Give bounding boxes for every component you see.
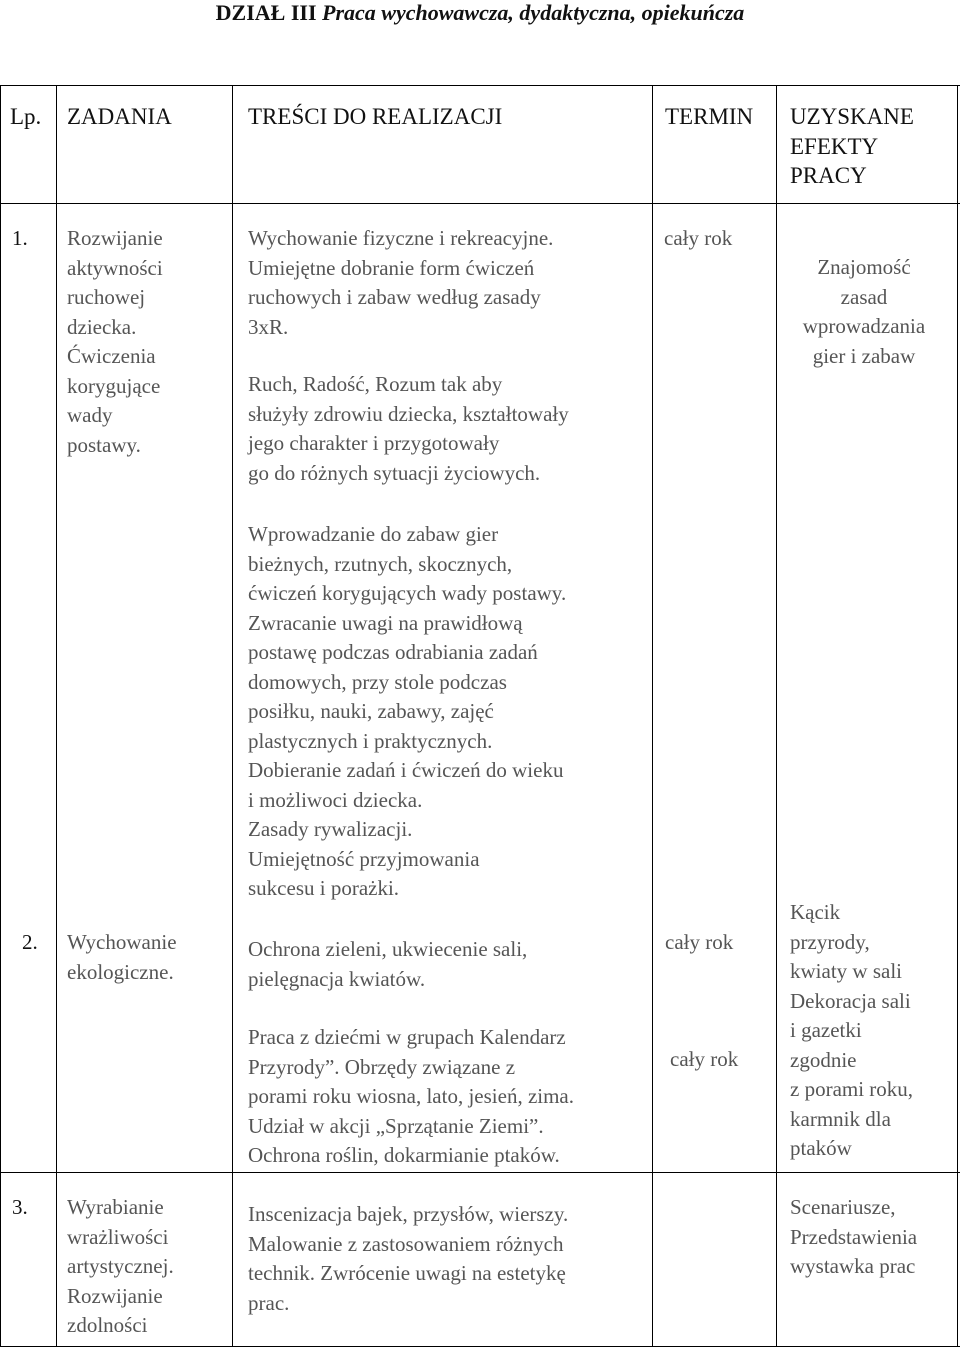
row1-tresci-line: Wprowadzanie do zabaw gier <box>248 522 499 546</box>
row2-efekty-line: i gazetki <box>790 1018 862 1042</box>
row3-efekty <box>790 1193 917 1282</box>
row2-efekty-line: karmnik dla <box>790 1106 891 1131</box>
row2-tresci-line: Ochrona zieleni, ukwiecenie sali, <box>248 937 528 961</box>
row2-tresci-line: Ochrona roślin, dokarmianie ptaków. <box>248 1143 560 1167</box>
row1-tresci-line: 3xR. <box>248 314 289 339</box>
header-bottom-border <box>0 203 960 204</box>
row1-efekty-line: gier i zabaw <box>812 343 916 368</box>
row1-zadania-line: Ćwiczenia <box>67 344 156 368</box>
row3-tresci-line: prac. <box>248 1290 290 1315</box>
row2-tresci-b <box>248 1023 574 1171</box>
row2-bottom-border <box>0 1172 960 1173</box>
row3-zadania-line: wrażliwości <box>67 1224 169 1249</box>
row1-tresci-c <box>248 520 566 904</box>
header-efekty-line: PRACY <box>790 163 867 188</box>
row2-tresci-line: porami roku wiosna, lato, jesień, zima. <box>248 1084 575 1108</box>
row2-efekty-line: kwiaty w sali <box>790 959 902 983</box>
row1-tresci-line: Dobieranie zadań i ćwiczeń do wieku <box>248 758 564 782</box>
row3-efekty-line: Przedstawienia <box>790 1224 918 1249</box>
row1-tresci-b <box>248 370 569 488</box>
row1-zadania-line: aktywności <box>67 255 163 280</box>
header-zadania: ZADANIA <box>67 104 172 129</box>
row2-termin-a: cały rok <box>665 930 734 954</box>
row2-tresci-a <box>248 935 527 994</box>
row3-tresci-line: technik. Zwrócenie uwagi na estetykę <box>248 1261 566 1285</box>
row1-tresci-line: go do różnych sytuacji życiowych. <box>248 460 541 485</box>
col-divider-tresci <box>652 85 653 1347</box>
row1-tresci-line: Ruch, Radość, Rozum tak aby <box>248 372 503 396</box>
row2-zadania-line: Wychowanie <box>67 930 177 954</box>
row1-tresci-line: Umiejętność przyjmowania <box>248 846 480 871</box>
row1-termin: cały rok <box>664 226 733 250</box>
row2-tresci-line: Praca z dziećmi w grupach Kalendarz <box>248 1025 566 1049</box>
row1-tresci-line: jego charakter i przygotowały <box>248 431 500 455</box>
row3-zadania-line: zdolności <box>67 1313 148 1337</box>
row3-tresci-line: Inscenizacja bajek, przysłów, wierszy. <box>248 1202 569 1226</box>
section-number: DZIAŁ III <box>215 0 317 25</box>
row3-zadania-line: artystycznej. <box>67 1254 174 1278</box>
row2-tresci-line: Przyrody”. Obrzędy związane z <box>248 1054 516 1079</box>
row1-tresci-line: Wychowanie fizyczne i rekreacyjne. <box>248 226 554 250</box>
row2-efekty-line: ptaków <box>790 1136 852 1160</box>
header-tresci: TREŚCI DO REALIZACJI <box>248 104 503 129</box>
row2-efekty-line: z porami roku, <box>790 1077 914 1101</box>
col-divider-zadania <box>232 85 233 1347</box>
header-efekty-line: EFEKTY <box>790 133 879 159</box>
row3-zadania <box>67 1193 174 1341</box>
row1-tresci-line: sukcesu i porażki. <box>248 876 400 900</box>
row1-tresci-line: plastycznych i praktycznych. <box>248 728 493 753</box>
row2-efekty <box>790 898 913 1164</box>
row2-efekty-line: zgodnie <box>790 1047 857 1072</box>
row1-tresci-line: służyły zdrowiu dziecka, kształtowały <box>248 401 569 426</box>
row1-zadania-line: korygujące <box>67 373 161 398</box>
header-efekty-line: UZYSKANE <box>790 104 914 129</box>
row1-lp: 1. <box>12 226 28 250</box>
row1-tresci-a <box>248 224 553 342</box>
row1-efekty <box>778 253 950 371</box>
header-termin: TERMIN <box>665 104 754 129</box>
table-bottom-border <box>0 1346 960 1347</box>
row1-tresci-line: posiłku, nauki, zabawy, zajęć <box>248 699 494 723</box>
row3-tresci-line: Malowanie z zastosowaniem różnych <box>248 1231 564 1256</box>
row1-tresci-line: i możliwoci dziecka. <box>248 787 423 812</box>
row1-efekty-line: wprowadzania <box>802 314 926 338</box>
row2-tresci-line: Udział w akcji „Sprzątanie Ziemi”. <box>248 1113 544 1138</box>
row3-zadania-line: Rozwijanie <box>67 1283 163 1308</box>
header-efekty <box>790 102 914 191</box>
row2-lp: 2. <box>22 930 38 954</box>
row1-efekty-line: zasad <box>840 284 888 309</box>
row1-zadania <box>67 224 163 460</box>
row1-tresci-line: Zasady rywalizacji. <box>248 817 413 841</box>
row2-efekty-line: przyrody, <box>790 929 870 954</box>
row1-tresci-line: bieżnych, rzutnych, skocznych, <box>248 551 513 576</box>
table-left-border <box>0 85 1 1347</box>
row1-tresci-line: domowych, przy stole podczas <box>248 669 507 694</box>
row2-efekty-line: Kącik <box>790 900 841 924</box>
row3-lp: 3. <box>12 1195 28 1219</box>
row2-tresci-line: pielęgnacja kwiatów. <box>248 966 426 991</box>
row2-zadania-line: ekologiczne. <box>67 959 174 984</box>
row1-efekty-line: Znajomość <box>817 255 911 279</box>
row3-efekty-line: wystawka prac <box>790 1254 916 1278</box>
col-divider-lp <box>56 85 57 1347</box>
row1-tresci-line: ćwiczeń korygujących wady postawy. <box>248 581 567 605</box>
row1-tresci-line: ruchowych i zabaw według zasady <box>248 285 541 309</box>
row1-zadania-line: wady <box>67 403 113 427</box>
row1-zadania-line: dziecka. <box>67 314 137 339</box>
col-divider-termin <box>776 85 777 1347</box>
table-right-border <box>957 85 958 1347</box>
row2-zadania <box>67 928 177 987</box>
row3-efekty-line: Scenariusze, <box>790 1195 896 1219</box>
table-top-border <box>0 85 960 86</box>
row3-tresci <box>248 1200 568 1318</box>
header-lp: Lp. <box>10 104 42 129</box>
row2-efekty-line: Dekoracja sali <box>790 988 911 1013</box>
row1-tresci-line: Umiejętne dobranie form ćwiczeń <box>248 255 535 280</box>
row1-tresci-line: Zwracanie uwagi na prawidłową <box>248 610 523 635</box>
row1-zadania-line: postawy. <box>67 432 141 457</box>
row1-zadania-line: ruchowej <box>67 285 146 309</box>
row3-zadania-line: Wyrabianie <box>67 1195 164 1219</box>
row2-termin-b: cały rok <box>670 1047 739 1071</box>
section-name: Praca wychowawcza, dydaktyczna, opiekuńcza <box>322 0 745 25</box>
row1-zadania-line: Rozwijanie <box>67 226 163 250</box>
row1-tresci-line: postawę podczas odrabiania zadań <box>248 640 538 664</box>
